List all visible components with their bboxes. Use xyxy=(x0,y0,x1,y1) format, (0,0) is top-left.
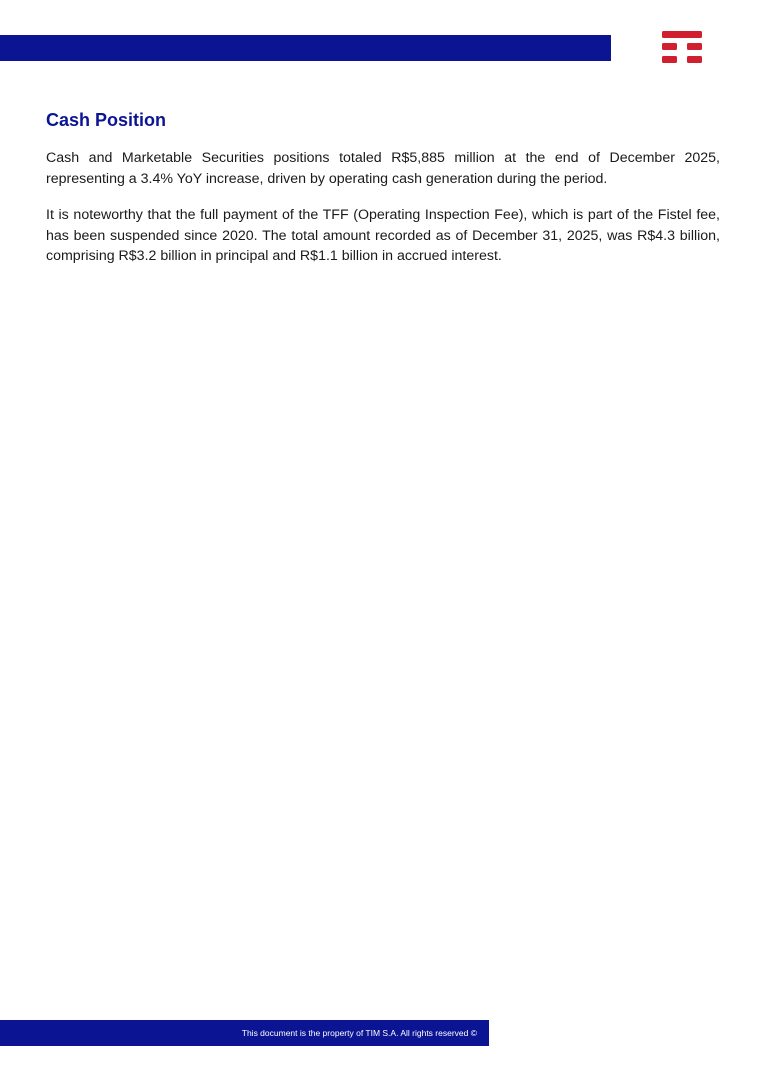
footer-copyright: This document is the property of TIM S.A. All rights reserved © xyxy=(241,1028,477,1038)
main-content xyxy=(46,108,720,267)
header-bar xyxy=(0,35,611,61)
paragraph-tff-fee: It is noteworthy that the full payment of the TFF (Operating Inspection Fee), which is part of the Fistel fee, has been suspended since 2020. The total amount recorded as of December 31, 2025, was R$4.3 billion, comprising R$3.2 billion in principal and R$1.1 billion in accrued interest. xyxy=(46,207,720,264)
section-title: Cash Position xyxy=(46,110,167,130)
paragraph-cash-position: Cash and Marketable Securities positions totaled R$5,885 million at the end of December 2025, representing a 3.4% YoY increase, driven by operating cash generation during the period. xyxy=(46,150,720,187)
tim-logo-icon xyxy=(662,31,702,64)
footer-bar xyxy=(0,1020,489,1046)
